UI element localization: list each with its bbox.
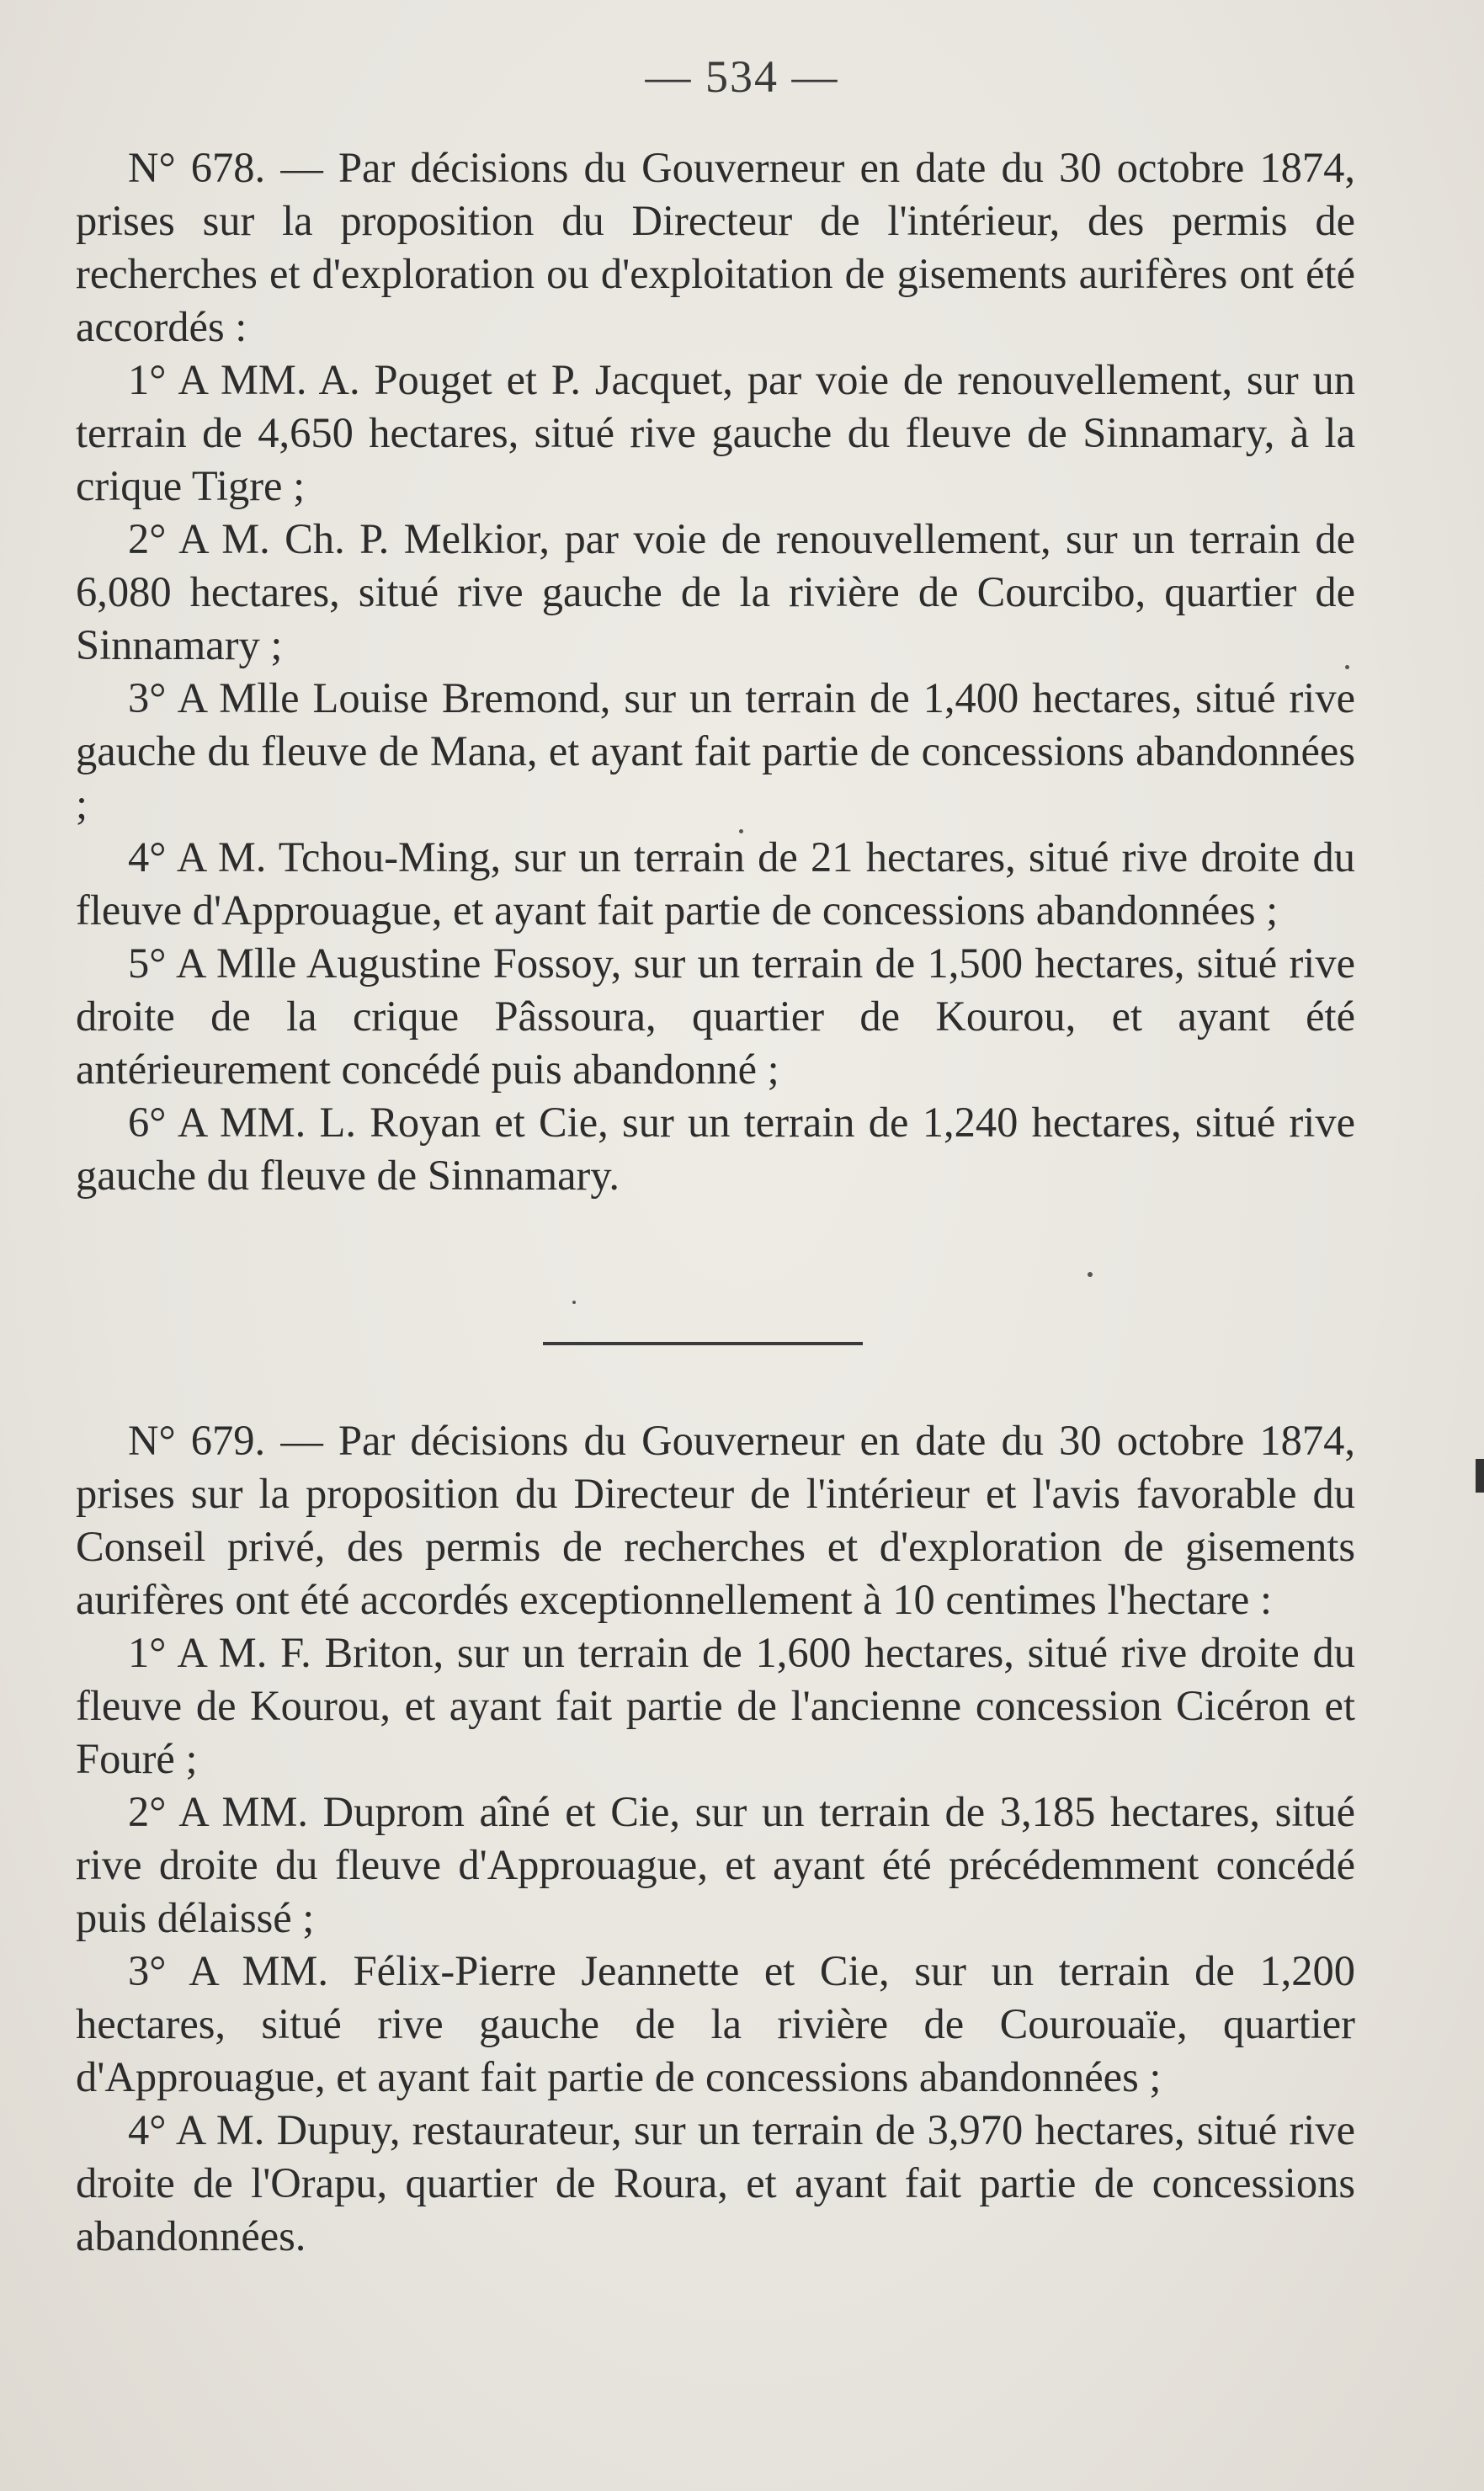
decision-678-item-2: 2° A M. Ch. P. Melkior, par voie de renouvellement, sur un terrain de 6,080 hectares, situé rive gauche de la rivière de Courcibo, quartier de Sinnamary ;: [76, 515, 1355, 668]
decision-678-intro: N° 678. — Par décisions du Gouverneur en date du 30 octobre 1874, prises sur la proposition du Directeur de l'intérieur, des permis de recherches et d'exploration ou d'exploitation de gisements aurifères ont été accordés :: [76, 144, 1355, 350]
paper-speck: [1345, 665, 1349, 669]
decision-678-item-1: 1° A MM. A. Pouget et P. Jacquet, par voie de renouvellement, sur un terrain de 4,650 hectares, situé rive gauche du fleuve de Sinnamary, à la crique Tigre ;: [76, 356, 1355, 509]
decision-679: [76, 1414, 1355, 2263]
page-number: — 534 —: [645, 51, 839, 102]
decision-678: [76, 141, 1355, 1202]
decision-679-item-4: 4° A M. Dupuy, restaurateur, sur un terrain de 3,970 hectares, situé rive droite de l'Orapu, quartier de Roura, et ayant fait partie de concessions abandonnées.: [76, 2106, 1355, 2259]
paper-speck: [739, 829, 743, 833]
decision-679-item-3: 3° A MM. Félix-Pierre Jeannette et Cie, sur un terrain de 1,200 hectares, situé rive gauche de la rivière de Courouaïe, quartier d'Approuague, et ayant fait partie de concessions abandonnées ;: [76, 1947, 1355, 2100]
section-divider: [543, 1342, 863, 1345]
paper-speck: [572, 1301, 576, 1304]
decision-679-item-2: 2° A MM. Duprom aîné et Cie, sur un terrain de 3,185 hectares, situé rive droite du fleuve d'Approuague, et ayant été précédemment concédé puis délaissé ;: [76, 1788, 1355, 1941]
page-edge-mark: [1476, 1459, 1484, 1493]
decision-678-item-4: 4° A M. Tchou-Ming, sur un terrain de 21 hectares, situé rive droite du fleuve d'Approuague, et ayant fait partie de concessions abandonnées ;: [76, 833, 1355, 934]
paper-speck: [1088, 1272, 1093, 1277]
decision-678-item-6: 6° A MM. L. Royan et Cie, sur un terrain de 1,240 hectares, situé rive gauche du fleuve de Sinnamary.: [76, 1099, 1355, 1199]
decision-679-intro: N° 679. — Par décisions du Gouverneur en date du 30 octobre 1874, prises sur la proposition du Directeur de l'intérieur et l'avis favorable du Conseil privé, des permis de recherches et d'exploration de gisements aurifères ont été accordés exceptionnellement à 10 centimes l'hectare :: [76, 1417, 1355, 1623]
decision-678-item-5: 5° A Mlle Augustine Fossoy, sur un terrain de 1,500 hectares, situé rive droite de la crique Pâssoura, quartier de Kourou, et ayant été antérieurement concédé puis abandonné ;: [76, 939, 1355, 1093]
decision-678-item-3: 3° A Mlle Louise Bremond, sur un terrain de 1,400 hectares, situé rive gauche du fleuve de Mana, et ayant fait partie de concessions abandonnées ;: [76, 674, 1355, 828]
decision-679-item-1: 1° A M. F. Briton, sur un terrain de 1,600 hectares, situé rive droite du fleuve de Kourou, et ayant fait partie de l'ancienne concession Cicéron et Fouré ;: [76, 1629, 1355, 1782]
